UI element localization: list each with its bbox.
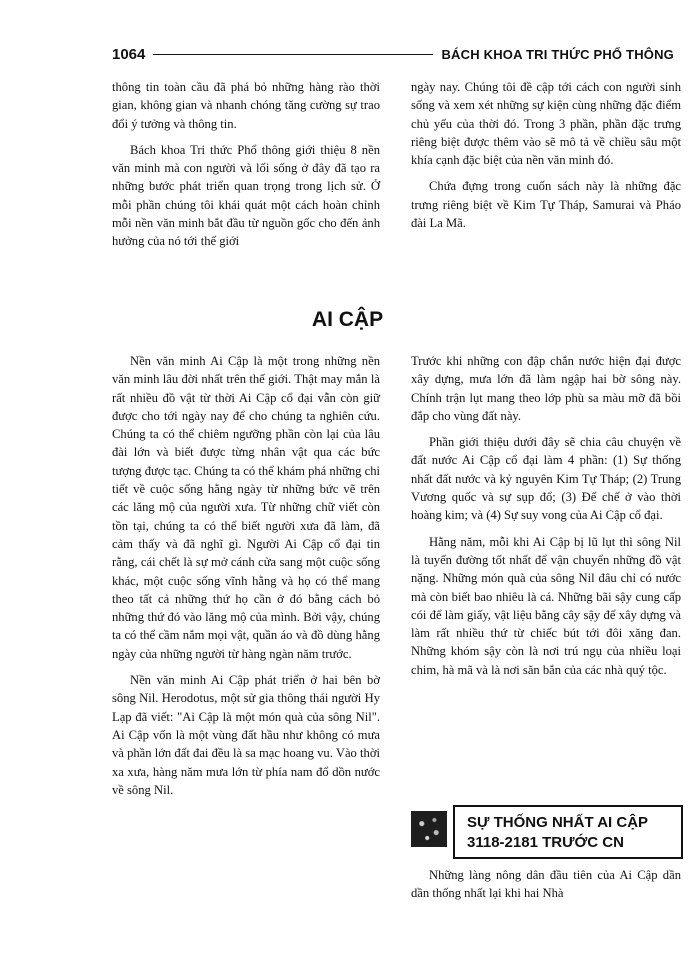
subsection-text-column bbox=[411, 866, 681, 911]
subsection-paragraph: Những làng nông dân đầu tiên của Ai Cập dần dần thống nhất lại khi hai Nhà bbox=[411, 868, 681, 901]
intro-paragraph: Bách khoa Tri thức Phổ thông giới thiệu 8 nền văn minh mà con người và lối sống ở đây đã tạo ra những bước phát triển quan trọng trong lịch sử. Ở mỗi phần chúng tôi khái quát một cách hoàn chỉnh mỗi nền văn minh bắt đầu từ nguồn gốc cho đến ảnh hưởng của nó tới thế giới bbox=[112, 142, 380, 249]
body-paragraph: Nền văn minh Ai Cập phát triển ở hai bên bờ sông Nil. Herodotus, một sử gia thông thái người Hy Lạp đã viết: "Ai Cập là một món quà của sông Nil". Ai Cập vốn là một vùng đất hầu như không có mưa và phần lớn đất đai đều là sa mạc hoang vu. Vào thời xa xưa, hàng năm mưa lớn từ phía nam đổ dồn nước về sông Nil. bbox=[112, 673, 380, 797]
body-left-column bbox=[112, 352, 380, 807]
intro-left-column bbox=[112, 78, 380, 259]
subsection-title: SỰ THỐNG NHẤT AI CẬP bbox=[467, 814, 649, 831]
page-number: 1064 bbox=[112, 45, 146, 63]
section-title: AI CẬP bbox=[311, 308, 384, 331]
body-right-column bbox=[411, 352, 681, 687]
running-title: BÁCH KHOA TRI THỨC PHỔ THÔNG bbox=[441, 46, 674, 62]
subsection-heading bbox=[411, 805, 683, 859]
intro-right-column bbox=[411, 78, 681, 240]
running-header bbox=[112, 42, 674, 66]
intro-paragraph: thông tin toàn cầu đã phá bỏ những hàng rào thời gian, không gian và nhanh chóng tăng cường sự trao đổi ý tưởng và thông tin. bbox=[112, 80, 380, 131]
header-rule bbox=[153, 54, 433, 55]
body-paragraph: Trước khi những con đập chắn nước hiện đại được xây dựng, mưa lớn đã làm ngập hai bờ sông này. Chính trận lụt mang theo lớp phù sa màu mỡ đã bồi đắp cho vùng đất này. bbox=[411, 354, 681, 423]
body-paragraph: Hằng năm, mỗi khi Ai Cập bị lũ lụt thì sông Nil là tuyến đường tốt nhất để vận chuyển những đồ vật nặng. Những món quà của sông Nil đâu chỉ có nước mà còn biết bao nhiêu là cá. Những bãi sậy cung cấp cói để làm giấy, vật liệu bằng cây sậy để xây dựng và làm rất nhiều thứ từ chiếc bút tới đôi xăng đan. Những khóm sậy còn là nơi trú ngụ của nhiều loại chim, hà mã và là nơi săn bắn của các nhà quý tộc. bbox=[411, 534, 681, 677]
hieroglyph-icon bbox=[411, 811, 447, 847]
body-paragraph: Nền văn minh Ai Cập là một trong những nền văn minh lâu đời nhất trên thế giới. Thật may mắn là rất nhiều đồ vật từ thời Ai Cập cổ đại vẫn còn giữ được cho tới ngày nay để cho chúng ta nghiên cứu. Chúng ta có thể chiêm ngưỡng phần còn lại của lâu đài lớn và biết được từng nhân vật qua các bức tượng được tạc. Chúng ta có thể khám phá những chi tiết về cuộc sống hằng ngày từ những bức vẽ trên các lăng mộ của người xưa. Từ những chữ viết còn tồn tại, chúng ta có thể biết người xưa đã làm, đã cảm thấy và đã nghĩ gì. Người Ai Cập cổ đại tin rằng, cái chết là sự mở cánh cửa sang một cuộc sống khác, một cuộc sống vĩnh hằng và họ có thể mang theo tất cả những thứ họ cần ở đó bằng cách bỏ những thứ đó vào lăng mộ của mình. Bởi vậy, chúng ta có thể cầm nắm mọi vật, quần áo và đồ dùng hằng ngày của những người từ hàng ngàn năm trước. bbox=[112, 354, 380, 661]
subsection-title-box bbox=[453, 805, 683, 859]
intro-paragraph: ngày nay. Chúng tôi đề cập tới cách con người sinh sống và xem xét những sự kiện cùng những đặc điểm chủ yếu của thời đó. Trong 3 phần, phần đặc trưng riêng biệt được thêm vào sẽ mô tả về chiều sâu một khía cạnh đặc biệt của nền văn minh đó. bbox=[411, 80, 681, 168]
subsection-dates: 3118-2181 TRƯỚC CN bbox=[467, 834, 624, 851]
intro-paragraph: Chứa đựng trong cuốn sách này là những đặc trưng riêng biệt về Kim Tự Tháp, Samurai và Pháo đài La Mã. bbox=[411, 179, 681, 231]
body-paragraph: Phần giới thiệu dưới đây sẽ chia câu chuyện về đất nước Ai Cập cổ đại làm 4 phần: (1) Sự thống nhất đất nước và kỷ nguyên Kim Tự Tháp; (2) Trung Vương quốc và sự sụp đổ; (3) Đế chế ở vào thời hoàng kim; và (4) Sự suy vong của Ai Cập cổ đại. bbox=[411, 435, 681, 523]
